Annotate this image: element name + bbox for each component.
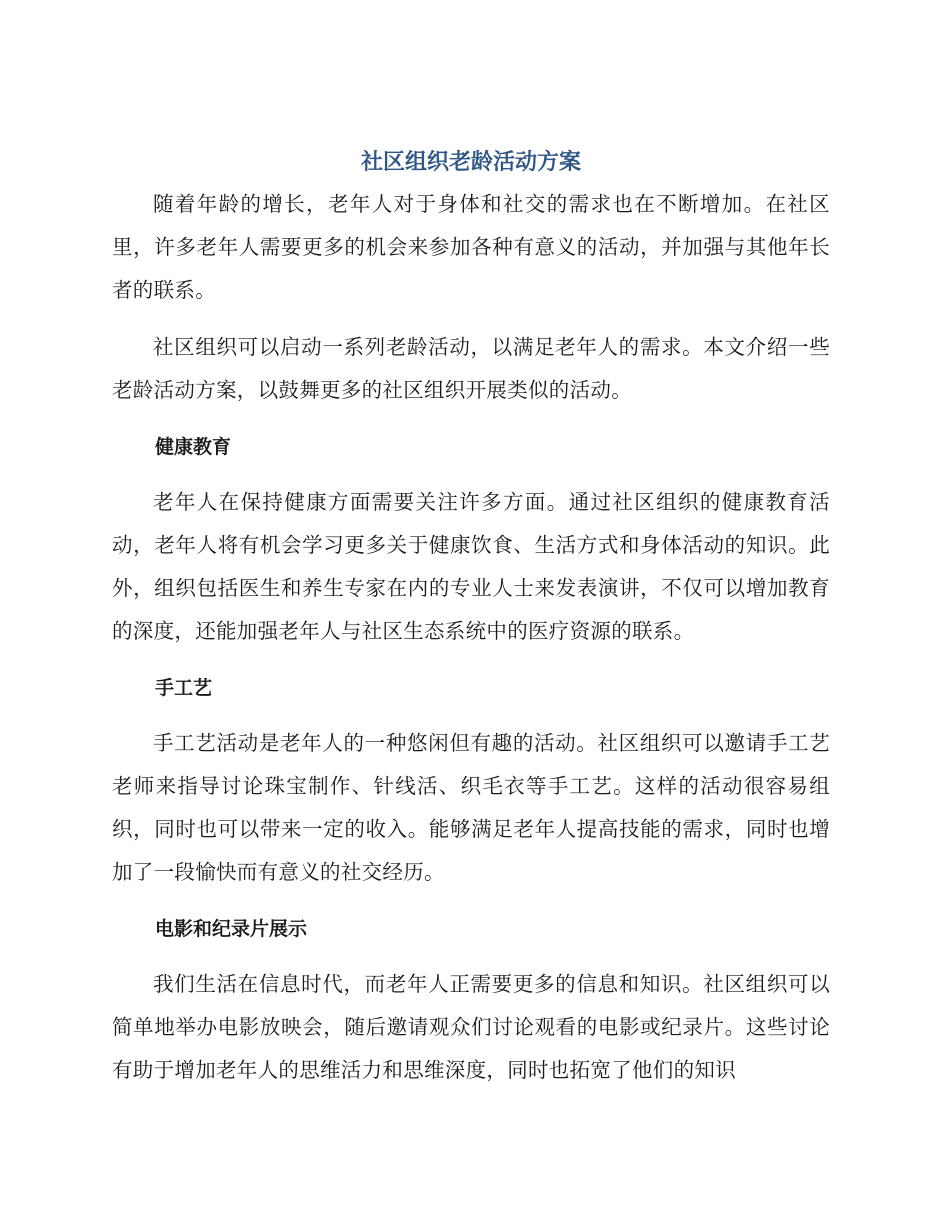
- section-heading: 手工艺: [155, 677, 213, 699]
- section-film-documentary: [112, 908, 830, 1092]
- section-health-education: [112, 426, 830, 653]
- document-page: [112, 143, 830, 1106]
- section-heading: 健康教育: [155, 436, 232, 458]
- section-paragraph: 我们生活在信息时代，而老年人正需要更多的信息和知识。社区组织可以简单地举办电影放映会，随后邀请观众们讨论观看的电影或纪录片。这些讨论有助于增加老年人的思维活力和思维深度，同时也拓宽了他们的知识: [112, 972, 830, 1082]
- intro-paragraph-1: 随着年龄的增长，老年人对于身体和社交的需求也在不断增加。在社区里，许多老年人需要更多的机会来参加各种有意义的活动，并加强与其他年长者的联系。: [112, 192, 830, 302]
- intro-paragraph-2: 社区组织可以启动一系列老龄活动，以满足老年人的需求。本文介绍一些老龄活动方案，以鼓舞更多的社区组织开展类似的活动。: [112, 335, 830, 402]
- section-heading: 电影和纪录片展示: [155, 918, 308, 940]
- section-paragraph: 老年人在保持健康方面需要关注许多方面。通过社区组织的健康教育活动，老年人将有机会学习更多关于健康饮食、生活方式和身体活动的知识。此外，组织包括医生和养生专家在内的专业人士来发表演讲，不仅可以增加教育的深度，还能加强老年人与社区生态系统中的医疗资源的联系。: [112, 490, 830, 643]
- section-handicraft: [112, 667, 830, 894]
- document-title: 社区组织老龄活动方案: [360, 150, 581, 175]
- section-paragraph: 手工艺活动是老年人的一种悠闲但有趣的活动。社区组织可以邀请手工艺老师来指导讨论珠宝制作、针线活、织毛衣等手工艺。这样的活动很容易组织，同时也可以带来一定的收入。能够满足老年人提高技能的需求，同时也增加了一段愉快而有意义的社交经历。: [112, 731, 830, 884]
